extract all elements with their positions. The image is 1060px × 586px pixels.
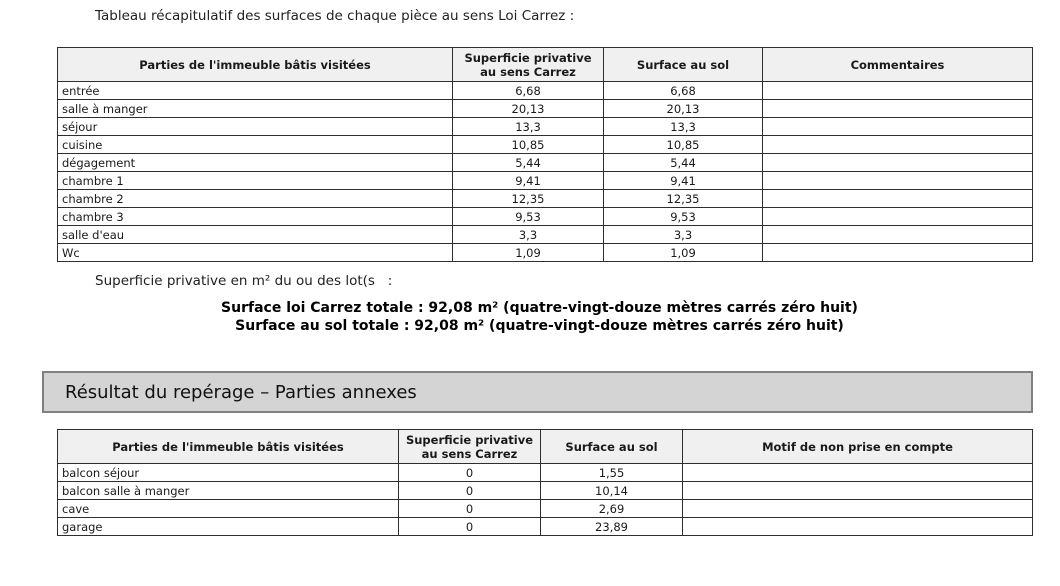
cell-comment [763,208,1033,226]
cell-motif [683,500,1033,518]
carrez-table-title: Tableau récapitulatif des surfaces de chaque pièce au sens Loi Carrez : [95,8,575,24]
cell-sol: 23,89 [541,518,683,536]
table-row [58,208,1033,226]
carrez-table-header [58,48,1033,82]
cell-label: séjour [58,118,453,136]
cell-comment [763,136,1033,154]
section-header-title: Résultat du repérage – Parties annexes [65,381,417,403]
header-superficie-carrez: Superficie privative au sens Carrez [453,48,604,82]
totals-block [42,299,1037,335]
table-row [58,172,1033,190]
cell-carrez: 10,85 [453,136,604,154]
cell-label: dégagement [58,154,453,172]
cell-sol: 1,09 [604,244,763,262]
cell-label: chambre 3 [58,208,453,226]
cell-comment [763,118,1033,136]
cell-comment [763,172,1033,190]
cell-sol: 12,35 [604,190,763,208]
table-row [58,154,1033,172]
cell-label: chambre 1 [58,172,453,190]
total-sol-line: Surface au sol totale : 92,08 m² (quatre-vingt-douze mètres carrés zéro huit) [235,318,844,334]
cell-label: chambre 2 [58,190,453,208]
cell-carrez: 1,09 [453,244,604,262]
cell-sol: 2,69 [541,500,683,518]
header-commentaires: Commentaires [763,48,1033,82]
table-row [58,136,1033,154]
lots-superficie-line: Superficie privative en m² du ou des lot(s : [95,273,393,289]
header-surface-sol: Surface au sol [541,430,683,464]
section-header-bar [42,371,1033,413]
cell-carrez: 0 [399,518,541,536]
table-row [58,244,1033,262]
cell-label: cuisine [58,136,453,154]
cell-carrez: 12,35 [453,190,604,208]
table-row [58,500,1033,518]
header-motif: Motif de non prise en compte [683,430,1033,464]
cell-sol: 6,68 [604,82,763,100]
cell-comment [763,100,1033,118]
table-row [58,518,1033,536]
cell-comment [763,154,1033,172]
cell-label: Wc [58,244,453,262]
annexes-table-header [58,430,1033,464]
cell-comment [763,244,1033,262]
cell-label: garage [58,518,399,536]
cell-sol: 9,53 [604,208,763,226]
table-row [58,118,1033,136]
cell-carrez: 0 [399,464,541,482]
cell-carrez: 5,44 [453,154,604,172]
cell-sol: 13,3 [604,118,763,136]
cell-sol: 9,41 [604,172,763,190]
cell-carrez: 13,3 [453,118,604,136]
cell-carrez: 9,41 [453,172,604,190]
cell-motif [683,518,1033,536]
cell-label: salle à manger [58,100,453,118]
cell-motif [683,464,1033,482]
cell-label: balcon séjour [58,464,399,482]
header-parties: Parties de l'immeuble bâtis visitées [58,430,399,464]
cell-label: balcon salle à manger [58,482,399,500]
table-row [58,482,1033,500]
cell-comment [763,82,1033,100]
table-row [58,100,1033,118]
total-carrez-line: Surface loi Carrez totale : 92,08 m² (quatre-vingt-douze mètres carrés zéro huit) [221,300,858,316]
header-superficie-carrez: Superficie privative au sens Carrez [399,430,541,464]
table-row [58,226,1033,244]
cell-comment [763,226,1033,244]
table-row [58,82,1033,100]
cell-sol: 3,3 [604,226,763,244]
cell-carrez: 0 [399,482,541,500]
cell-carrez: 0 [399,500,541,518]
cell-sol: 20,13 [604,100,763,118]
cell-sol: 10,14 [541,482,683,500]
cell-carrez: 9,53 [453,208,604,226]
cell-label: entrée [58,82,453,100]
table-row [58,190,1033,208]
cell-sol: 1,55 [541,464,683,482]
cell-carrez: 6,68 [453,82,604,100]
cell-label: cave [58,500,399,518]
cell-sol: 5,44 [604,154,763,172]
annexes-table [57,429,1033,536]
cell-carrez: 20,13 [453,100,604,118]
header-surface-sol: Surface au sol [604,48,763,82]
carrez-surfaces-table [57,47,1033,262]
cell-motif [683,482,1033,500]
cell-comment [763,190,1033,208]
cell-carrez: 3,3 [453,226,604,244]
header-parties: Parties de l'immeuble bâtis visitées [58,48,453,82]
cell-label: salle d'eau [58,226,453,244]
table-row [58,464,1033,482]
cell-sol: 10,85 [604,136,763,154]
